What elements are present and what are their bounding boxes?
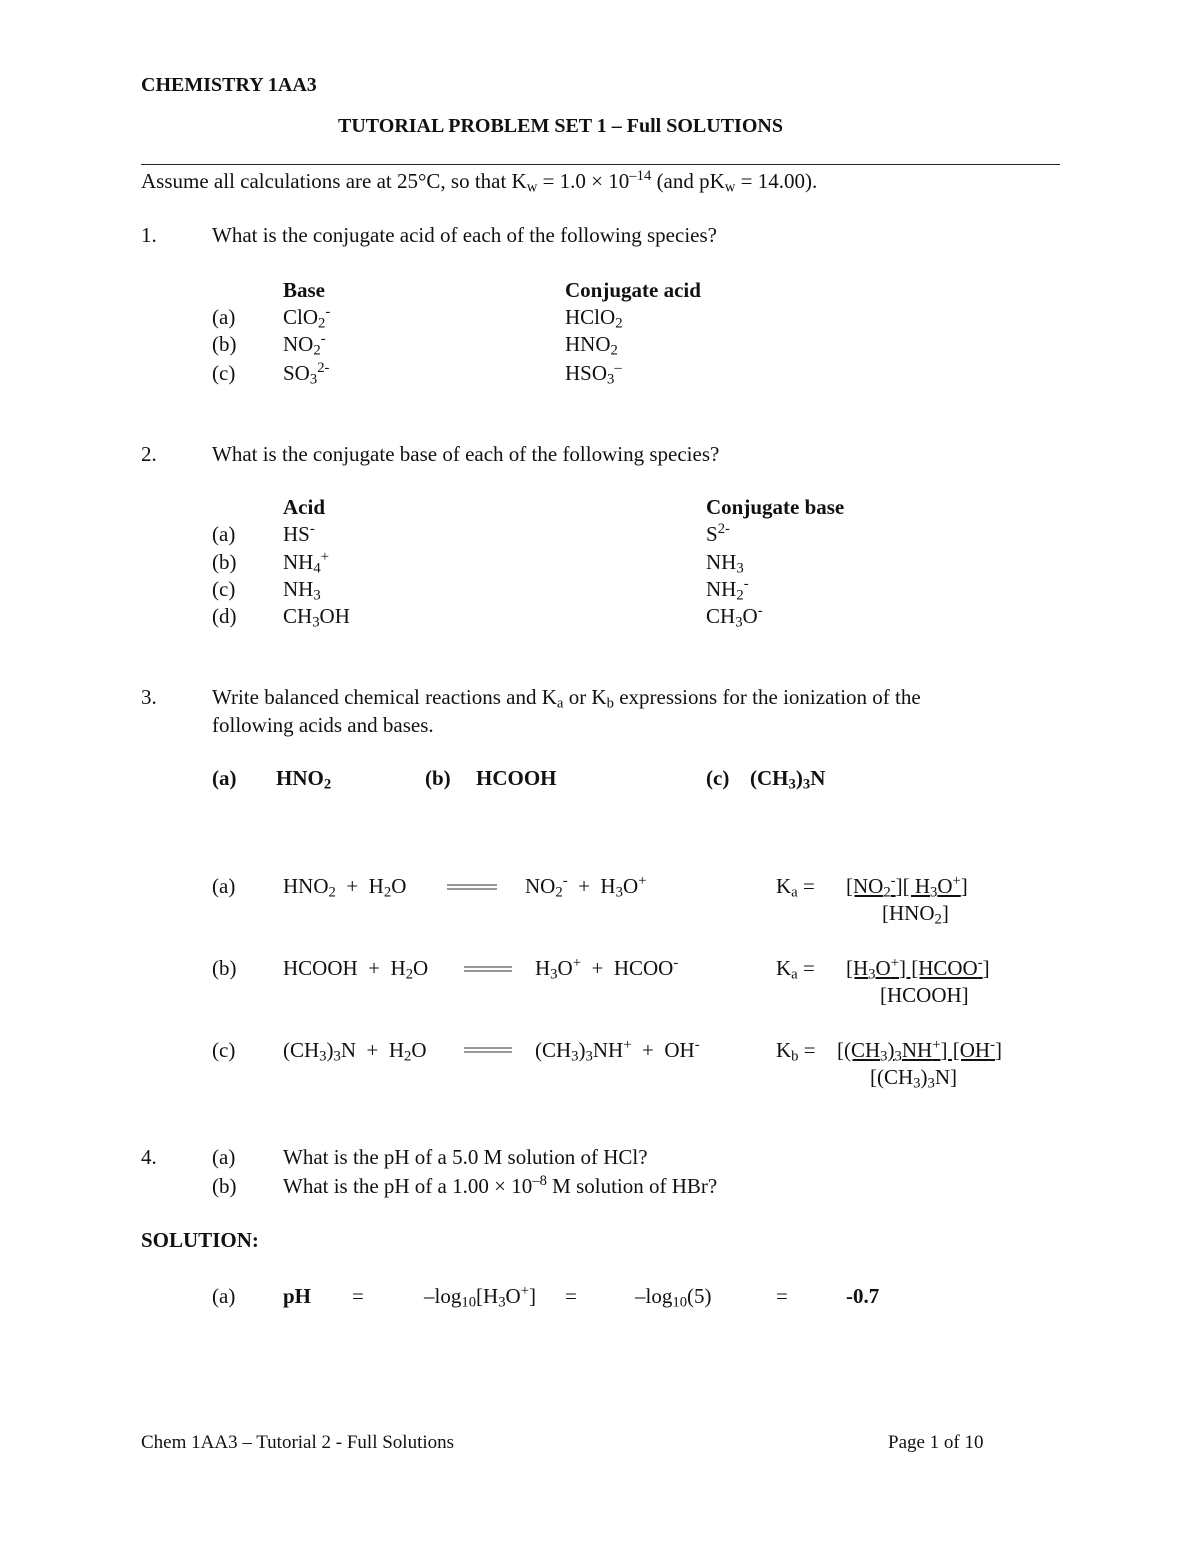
- calc-eq3: =: [776, 1284, 788, 1308]
- reaction-c-label: (c): [212, 1038, 236, 1062]
- calc-eq1: =: [352, 1284, 364, 1308]
- q1-col-acid: Conjugate acid: [565, 278, 701, 302]
- reaction-c-reactants: $(CH_3)_3N + H_2O$: [283, 1038, 427, 1065]
- q1-label-c: (c): [212, 361, 236, 385]
- q3-question-line1: Write balanced chemical reactions and $K_a$ or $K_b$ expressions for the ionization of the: [212, 685, 921, 712]
- q1-base-c: $SO_3^{2-}$: [283, 359, 330, 388]
- q1-acid-a: HClO$_2$: [565, 305, 623, 332]
- q1-question: What is the conjugate acid of each of the following species?: [212, 223, 717, 247]
- equilibrium-arrow-icon: [464, 1045, 514, 1055]
- q1-acid-b: $HNO_2$: [565, 332, 618, 359]
- calc-result: -0.7: [846, 1284, 880, 1308]
- q2-label-d: (d): [212, 604, 237, 628]
- q2-acid-c: $NH_3$: [283, 577, 321, 604]
- reaction-c-numerator: $[(CH_3)_3NH^+]$ [OH-]: [837, 1036, 1002, 1065]
- q1-col-base: Base: [283, 278, 325, 302]
- page-title: TUTORIAL PROBLEM SET 1 – Full SOLUTIONS: [338, 115, 783, 137]
- q1-label-b: (b): [212, 332, 237, 356]
- reaction-b-products: $H_3O^+$ + HCOO-: [535, 954, 679, 983]
- q2-acid-a: HS-: [283, 520, 315, 546]
- equilibrium-arrow-icon: [447, 882, 499, 892]
- q3-part-a-formula: $HNO_2$: [276, 766, 332, 793]
- q2-question: What is the conjugate base of each of the following species?: [212, 442, 720, 466]
- q2-label-a: (a): [212, 522, 236, 546]
- calc-expr1: $-\log_{10}[H_3O^+]$: [424, 1282, 537, 1311]
- q4-a-text: What is the pH of a 5.0 M solution of HCl?: [283, 1145, 648, 1169]
- reaction-a-products: $NO_2^- + H_3O^+$: [525, 872, 647, 901]
- q1-number: 1.: [141, 223, 157, 247]
- reaction-c-denominator: $[(CH_3)_3N]$: [870, 1065, 958, 1092]
- q2-number: 2.: [141, 442, 157, 466]
- course-title: CHEMISTRY 1AA3: [141, 74, 317, 96]
- q3-question-line2: following acids and bases.: [212, 713, 434, 737]
- q3-number: 3.: [141, 685, 157, 709]
- equilibrium-arrow-icon: [464, 964, 514, 974]
- calc-eq2: =: [565, 1284, 577, 1308]
- reaction-b-label: (b): [212, 956, 237, 980]
- q2-base-c: $NH_2^-$: [706, 575, 749, 604]
- page-number: Page 1 of 10: [888, 1432, 984, 1453]
- q2-col-acid: Acid: [283, 495, 325, 519]
- footer-left: Chem 1AA3 – Tutorial 2 - Full Solutions: [141, 1432, 455, 1453]
- intro-text: Assume all calculations are at 25°C, so that $K_w = 1.0 \times 10^{-14}$ (and $pK_w = 14.00$).: [141, 167, 818, 196]
- reaction-c-products: $(CH_3)_3NH^+ + OH^-$: [535, 1036, 700, 1065]
- q4-b-text: What is the pH of a $1.00 \times 10^{-8}$ M solution of HBr?: [283, 1172, 718, 1198]
- q3-part-a-label: (a): [212, 766, 237, 790]
- q4-a-label: (a): [212, 1145, 236, 1169]
- q1-base-a: ClO$_2$-: [283, 303, 331, 332]
- reaction-b-k: $K_a$ =: [776, 956, 815, 983]
- reaction-a-numerator: $[NO_2^-]$[ $H_3O^+$]: [846, 872, 968, 901]
- reaction-b-denominator: [HCOOH]: [880, 983, 969, 1007]
- q2-col-base: Conjugate base: [706, 495, 845, 519]
- q2-label-c: (c): [212, 577, 236, 601]
- q2-base-d: $CH_3O^-$: [706, 602, 763, 631]
- reaction-b-reactants: HCOOH + $H_2O$: [283, 956, 429, 983]
- q2-acid-d: $CH_3OH$: [283, 604, 350, 631]
- q3-part-b-formula: HCOOH: [476, 766, 557, 790]
- q1-base-b: $NO_2^-$: [283, 330, 326, 359]
- reaction-a-reactants: $HNO_2 + H_2O$: [283, 874, 407, 901]
- reaction-b-numerator: $[H_3O^+]$ [HCOO-]: [846, 954, 990, 983]
- calc-ph: pH: [283, 1284, 312, 1308]
- q2-acid-b: $NH_4^+$: [283, 548, 329, 577]
- reaction-c-k: $K_b$ =: [776, 1038, 816, 1065]
- q2-base-a: $S^{2-}$: [706, 520, 730, 546]
- q4-b-label: (b): [212, 1174, 237, 1198]
- solution-label: SOLUTION:: [141, 1228, 259, 1252]
- calc-label: (a): [212, 1284, 236, 1308]
- reaction-a-k: $K_a$ =: [776, 874, 815, 901]
- q4-number: 4.: [141, 1145, 157, 1169]
- reaction-a-denominator: $[HNO_2]$: [882, 901, 949, 928]
- q2-base-b: $NH_3$: [706, 550, 744, 577]
- q3-part-c-formula: $(CH_3)_3N$: [750, 766, 826, 793]
- header-divider: [141, 164, 1060, 165]
- q1-label-a: (a): [212, 305, 236, 329]
- reaction-a-label: (a): [212, 874, 236, 898]
- q3-part-b-label: (b): [425, 766, 451, 790]
- q1-acid-c: $HSO_3^-$: [565, 359, 622, 388]
- q3-part-c-label: (c): [706, 766, 730, 790]
- calc-expr2: $-\log_{10}(5)$: [635, 1284, 712, 1311]
- q2-label-b: (b): [212, 550, 237, 574]
